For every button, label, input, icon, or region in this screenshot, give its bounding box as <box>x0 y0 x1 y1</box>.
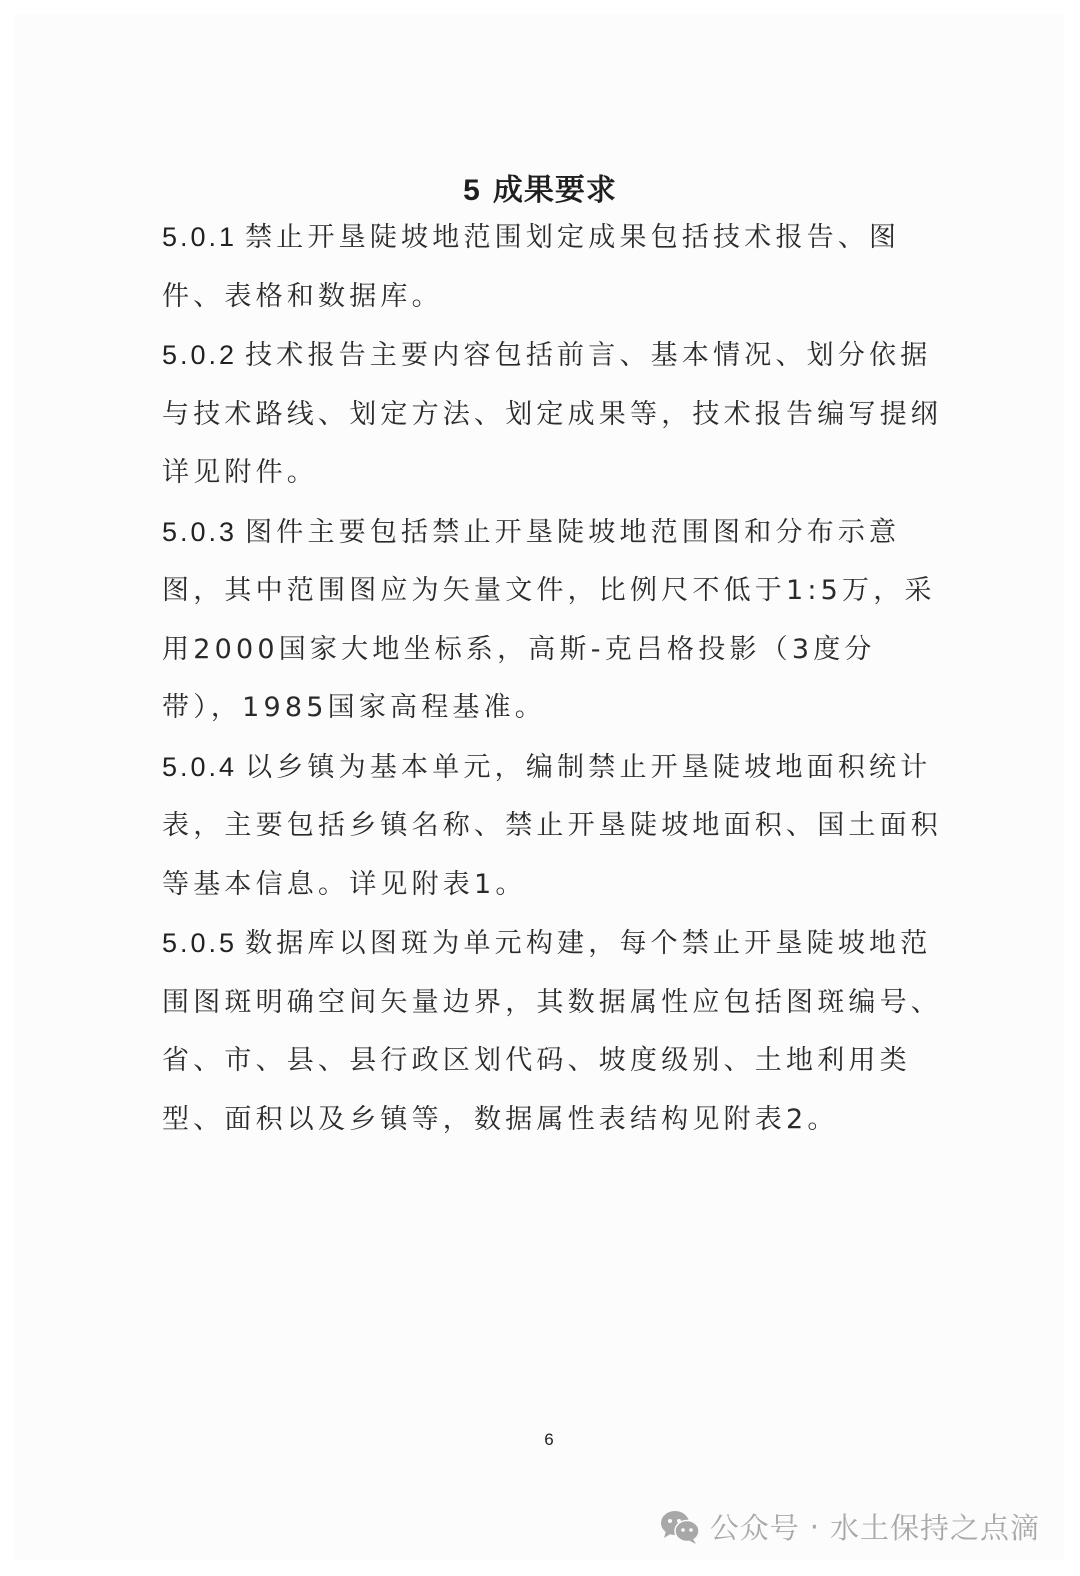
clause-number: 5.0.2 <box>162 340 238 370</box>
clause-text: 禁止开垦陡坡地范围划定成果包括技术报告、图件、表格和数据库。 <box>162 222 901 312</box>
clause-text: 图件主要包括禁止开垦陡坡地范围图和分布示意图，其中范围图应为矢量文件，比例尺不低于1:5万，采用2000国家大地坐标系，高斯-克吕格投影（3度分带），1985国家高程基准。 <box>162 516 936 723</box>
section-number: 5 <box>463 174 481 208</box>
clause-number: 5.0.4 <box>162 751 238 782</box>
section-title: 成果要求 <box>492 173 617 209</box>
clause-number: 5.0.1 <box>162 222 238 252</box>
clause-5-0-4 <box>162 738 952 915</box>
clause-number: 5.0.5 <box>162 928 238 958</box>
wechat-watermark <box>660 1506 1040 1547</box>
watermark-separator: · <box>809 1509 820 1544</box>
clause-5-0-1 <box>162 208 952 326</box>
section-body <box>162 208 952 1149</box>
clause-5-0-2 <box>162 326 952 503</box>
clause-5-0-5 <box>162 914 952 1149</box>
clause-5-0-3 <box>162 503 952 738</box>
clause-number: 5.0.3 <box>162 516 238 547</box>
page-number: 6 <box>544 1430 554 1449</box>
watermark-account: 水土保持之点滴 <box>829 1511 1040 1545</box>
watermark-prefix: 公众号 <box>709 1511 800 1545</box>
clause-text: 数据库以图斑为单元构建，每个禁止开垦陡坡地范围图斑明确空间矢量边界，其数据属性应包括图斑编号、省、市、县、县行政区划代码、坡度级别、土地利用类型、面积以及乡镇等，数据属性表结构见附表2。 <box>162 928 942 1135</box>
wechat-icon <box>660 1510 700 1544</box>
clause-text: 以乡镇为基本单元，编制禁止开垦陡坡地面积统计表，主要包括乡镇名称、禁止开垦陡坡地面积、国土面积等基本信息。详见附表1。 <box>162 751 942 900</box>
clause-text: 技术报告主要内容包括前言、基本情况、划分依据与技术路线、划定方法、划定成果等，技术报告编写提纲详见附件。 <box>162 340 942 488</box>
